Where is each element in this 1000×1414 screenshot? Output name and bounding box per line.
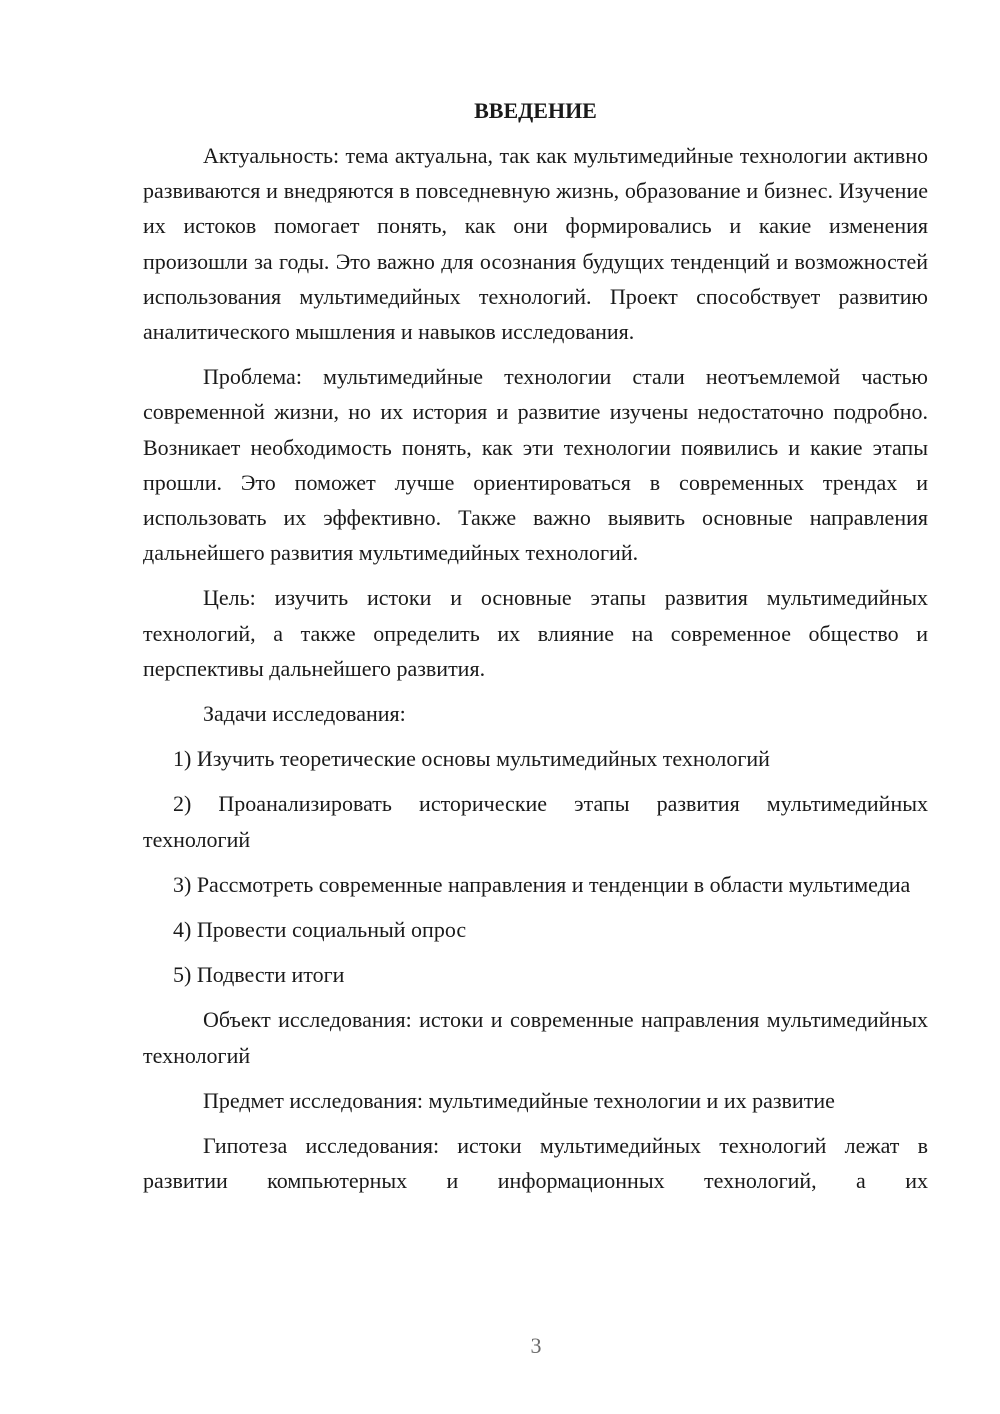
task-item-2: 2) Проанализировать исторические этапы развития мультимедийных технологий [143, 791, 928, 852]
task-item-3: 3) Рассмотреть современные направления и тенденции в области мультимедиа [173, 871, 911, 897]
object-paragraph: Объект исследования: истоки и современные направления мультимедийных технологий [143, 1007, 928, 1068]
tasks-heading: Задачи исследования: [203, 701, 406, 727]
document-body [143, 93, 928, 1208]
hypothesis-paragraph: Гипотеза исследования: истоки мультимедийных технологий лежат в развитии компьютерных и информационных технологий, а их [143, 1133, 928, 1194]
task-item-1: 1) Изучить теоретические основы мультимедийных технологий [173, 746, 770, 772]
task-item-5: 5) Подвести итоги [173, 962, 345, 988]
task-item-4: 4) Провести социальный опрос [173, 917, 467, 943]
section-title: ВВЕДЕНИЕ [474, 98, 597, 123]
page-number: 3 [530, 1333, 542, 1358]
subject-paragraph: Предмет исследования: мультимедийные технологии и их развитие [203, 1087, 835, 1113]
relevance-paragraph: Актуальность: тема актуальна, так как мультимедийные технологии активно развиваются и внедряются в повседневную жизнь, образование и бизнес. Изучение их истоков помогает понять, как они формировались и какие изменения произошли за годы. Это важно для осознания будущих тенденций и возможностей использования мультимедийных технологий. Проект способствует развитию аналитического мышления и навыков исследования. [143, 143, 928, 345]
problem-paragraph: Проблема: мультимедийные технологии стали неотъемлемой частью современной жизни, но их история и развитие изучены недостаточно подробно. Возникает необходимость понять, как эти технологии появились и какие этапы прошли. Это поможет лучше ориентироваться в современных трендах и использовать их эффективно. Также важно выявить основные направления дальнейшего развития мультимедийных технологий. [143, 364, 928, 566]
goal-paragraph: Цель: изучить истоки и основные этапы развития мультимедийных технологий, а также определить их влияние на современное общество и перспективы дальнейшего развития. [143, 585, 928, 681]
